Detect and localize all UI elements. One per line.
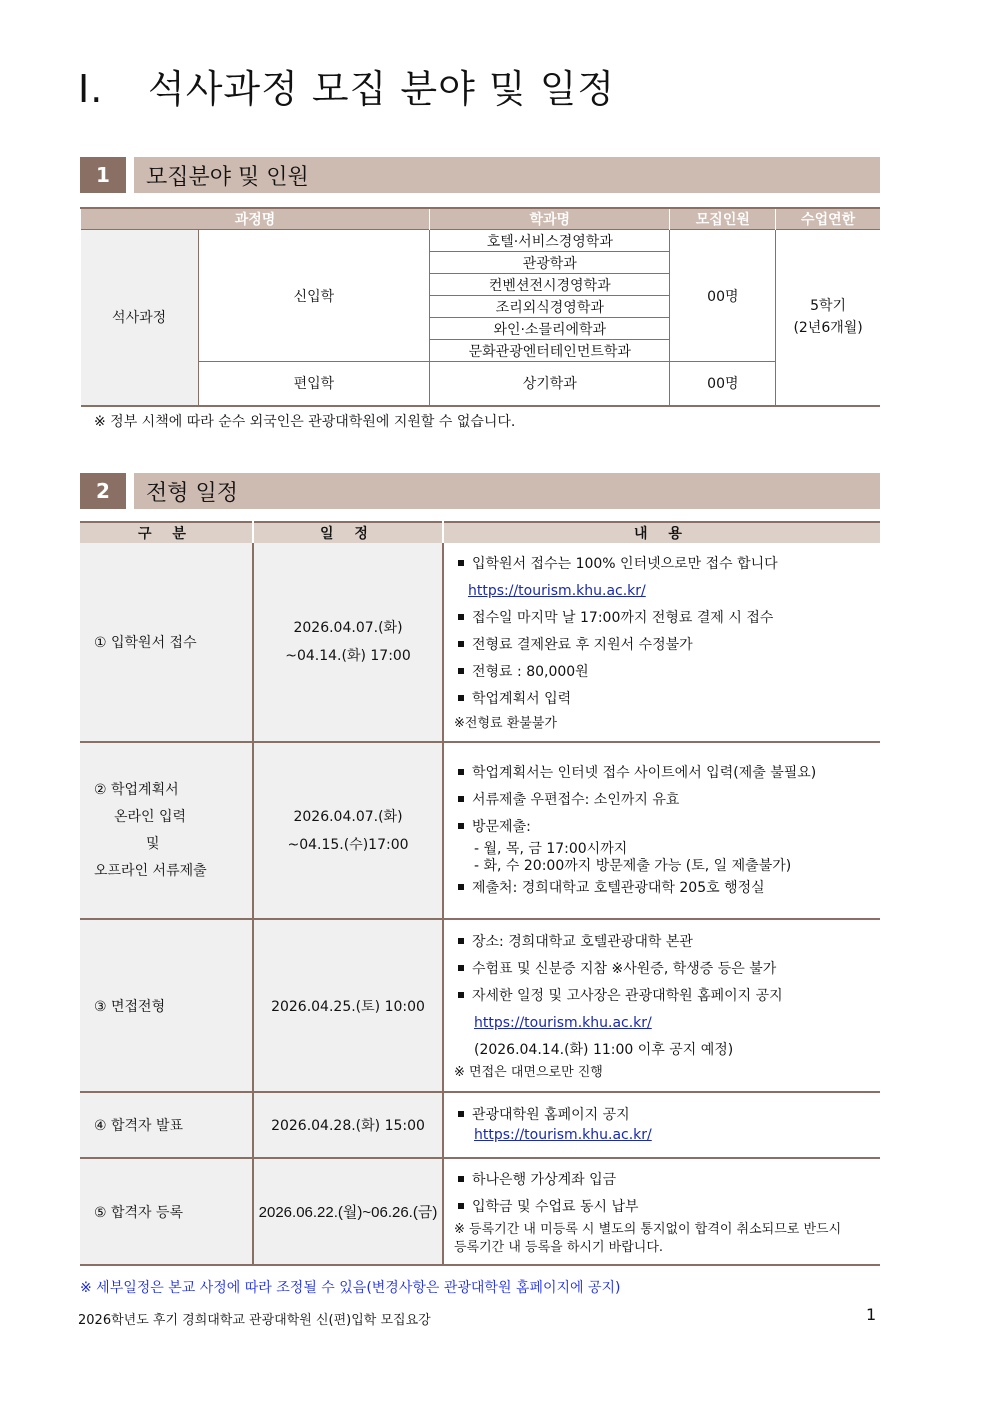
- section-1-number: 1: [80, 157, 126, 193]
- bullet-icon: [458, 992, 464, 998]
- row3-label: ③ 면접전형: [80, 919, 253, 1092]
- title-number: I.: [78, 67, 104, 111]
- section-1-header: [80, 157, 880, 193]
- refund-note: ※전형료 환불불가: [454, 716, 557, 731]
- date-end: ~04.15.(수)17:00: [287, 836, 409, 853]
- bullet-text: 제출처: 경희대학교 호텔관광대학 205호 행정실: [472, 879, 765, 896]
- bullet-text: 전형료 : 80,000원: [472, 664, 589, 680]
- foreigner-note: ※ 정부 시책에 따라 순수 외국인은 관광대학원에 지원할 수 없습니다.: [94, 414, 516, 430]
- table-row: [80, 543, 880, 742]
- page-number: 1: [866, 1305, 877, 1324]
- bullet-icon: [458, 1176, 464, 1182]
- section-1-title: 모집분야 및 인원: [134, 157, 880, 193]
- transfer-dept: 상기학과: [430, 362, 670, 406]
- row3-content: [443, 919, 880, 1092]
- years-value: 5학기: [810, 298, 847, 315]
- row5-content: [443, 1158, 880, 1265]
- row4-date: 2026.04.28.(화) 15:00: [253, 1092, 443, 1158]
- table-row: [80, 1158, 880, 1265]
- table-row: [80, 742, 880, 919]
- study-years: [776, 230, 880, 406]
- row1-label: ① 입학원서 접수: [80, 543, 253, 742]
- schedule-table: [80, 521, 880, 1266]
- bullet-text: 수험표 및 신분증 지참 ※사원증, 학생증 등은 불가: [472, 961, 777, 977]
- dept-item: 관광학과: [430, 252, 670, 274]
- section-2-title: 전형 일정: [134, 473, 880, 509]
- row1-content: [443, 543, 880, 742]
- row1-date: [253, 543, 443, 742]
- page-title: [78, 58, 615, 113]
- bullet-icon: [458, 796, 464, 802]
- label-line: 및: [146, 835, 160, 852]
- bullet-icon: [458, 1203, 464, 1209]
- visit-hours-2: - 화, 수 20:00까지 방문제출 가능 (토, 일 제출불가): [474, 857, 792, 874]
- footer-text: 2026학년도 후기 경희대학교 관광대학원 신(편)입학 모집요강: [78, 1313, 431, 1328]
- row2-content: [443, 742, 880, 919]
- row3-date: 2026.04.25.(토) 10:00: [253, 919, 443, 1092]
- bullet-text: 서류제출 우편접수: 소인까지 유효: [472, 791, 680, 808]
- section-2-number: 2: [80, 473, 126, 509]
- bullet-text: 장소: 경희대학교 호텔관광대학 본관: [472, 934, 693, 950]
- bullet-text: 학업계획서 입력: [472, 691, 572, 707]
- schedule-note: ※ 세부일정은 본교 사정에 따라 조정될 수 있음(변경사항은 관광대학원 홈페이지에 공지): [80, 1280, 621, 1296]
- new-admission: 신입학: [198, 230, 429, 362]
- row4-content: [443, 1092, 880, 1158]
- section-2-header: [80, 473, 880, 509]
- table-row: [80, 919, 880, 1092]
- row5-label: ⑤ 합격자 등록: [80, 1158, 253, 1265]
- bullet-text: 학업계획서는 인터넷 접수 사이트에서 입력(제출 불필요): [472, 764, 817, 781]
- homepage-link[interactable]: https://tourism.khu.ac.kr/: [474, 1127, 652, 1143]
- dept-item: 호텔·서비스경영학과: [430, 230, 670, 252]
- bullet-text: 전형료 결제완료 후 지원서 수정불가: [472, 637, 693, 653]
- header-course: 과정명: [81, 208, 430, 230]
- header-dept: 학과명: [430, 208, 670, 230]
- dept-item: 와인·소믈리에학과: [430, 318, 670, 340]
- recruitment-table: [80, 207, 880, 407]
- registration-note-1: ※ 등록기간 내 미등록 시 별도의 통지없이 합격이 취소되므로 반드시: [454, 1221, 842, 1237]
- dept-item: 조리외식경영학과: [430, 296, 670, 318]
- course-name: 석사과정: [81, 230, 199, 406]
- bullet-icon: [458, 695, 464, 701]
- bullet-icon: [458, 823, 464, 829]
- bullet-icon: [458, 965, 464, 971]
- row4-label: ④ 합격자 발표: [80, 1092, 253, 1158]
- bullet-text: 하나은행 가상계좌 입금: [472, 1171, 617, 1188]
- transfer-count: 00명: [670, 362, 776, 406]
- bullet-icon: [458, 938, 464, 944]
- label-line: 오프라인 서류제출: [94, 862, 207, 879]
- registration-note-2: 등록기간 내 등록을 하시기 바랍니다.: [454, 1239, 664, 1255]
- label-line: 온라인 입력: [114, 808, 187, 825]
- dept-item: 문화관광엔터테인먼트학과: [430, 340, 670, 362]
- notice-date: (2026.04.14.(화) 11:00 이후 공지 예정): [474, 1042, 734, 1058]
- bullet-text: 방문제출:: [472, 818, 531, 835]
- label-line: ② 학업계획서: [94, 781, 179, 798]
- header-date: 일 정: [253, 522, 443, 543]
- header-content: 내 용: [443, 522, 880, 543]
- header-years: 수업연한: [776, 208, 880, 230]
- bullet-icon: [458, 614, 464, 620]
- row2-label: [80, 742, 253, 919]
- bullet-text: 관광대학원 홈페이지 공지: [472, 1107, 630, 1123]
- bullet-icon: [458, 884, 464, 890]
- row5-date: 2026.06.22.(월)~06.26.(금): [253, 1158, 443, 1265]
- bullet-icon: [458, 1111, 464, 1117]
- bullet-text: 입학금 및 수업료 동시 납부: [472, 1198, 639, 1215]
- interview-note: ※ 면접은 대면으로만 진행: [454, 1065, 603, 1080]
- bullet-icon: [458, 641, 464, 647]
- date-start: 2026.04.07.(화): [293, 808, 403, 825]
- title-text: 석사과정 모집 분야 및 일정: [148, 67, 616, 111]
- bullet-icon: [458, 668, 464, 674]
- date-end: ~04.14.(화) 17:00: [285, 648, 411, 664]
- new-count: 00명: [670, 230, 776, 362]
- dept-item: 컨벤션전시경영학과: [430, 274, 670, 296]
- header-category: 구 분: [80, 522, 253, 543]
- table-row: [80, 1092, 880, 1158]
- years-sub: (2년6개월): [793, 320, 863, 337]
- bullet-icon: [458, 769, 464, 775]
- row2-date: [253, 742, 443, 919]
- header-count: 모집인원: [670, 208, 776, 230]
- transfer-admission: 편입학: [198, 362, 429, 406]
- date-start: 2026.04.07.(화): [293, 620, 403, 636]
- bullet-icon: [458, 560, 464, 566]
- homepage-link[interactable]: https://tourism.khu.ac.kr/: [474, 1015, 652, 1031]
- bullet-text: 자세한 일정 및 고사장은 관광대학원 홈페이지 공지: [472, 988, 783, 1004]
- bullet-text: 접수일 마지막 날 17:00까지 전형료 결제 시 접수: [472, 610, 774, 626]
- homepage-link[interactable]: https://tourism.khu.ac.kr/: [468, 583, 646, 599]
- visit-hours-1: - 월, 목, 금 17:00시까지: [474, 840, 628, 857]
- bullet-text: 입학원서 접수는 100% 인터넷으로만 접수 합니다: [472, 556, 778, 572]
